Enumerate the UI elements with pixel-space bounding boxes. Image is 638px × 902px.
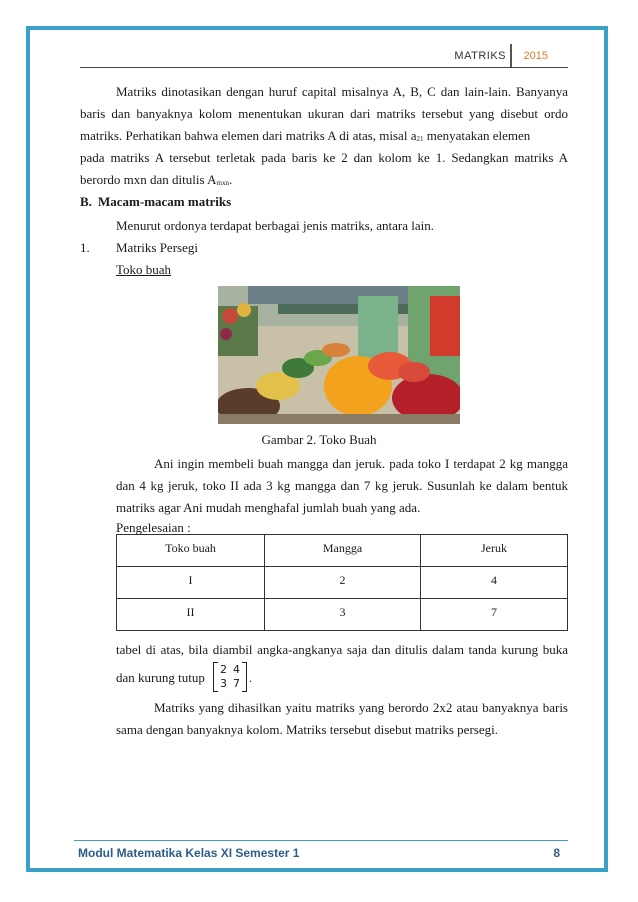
after-table-line-2-tail: . [249,670,253,685]
table-header-cell: Jeruk [421,535,568,567]
intro-line-3 [80,128,530,144]
intro-line-1: Matriks dinotasikan dengan huruf capital misalnya A, B, C dan lain-lain. Banyanya [116,84,568,99]
table-cell: 2 [265,567,421,599]
table-row [117,599,568,631]
intro-line-5-tail: . [228,172,233,187]
table-header-cell: Toko buah [117,535,265,567]
conclusion-line-1: Matriks yang dihasilkan yaitu matriks yang berordo 2x2 atau banyaknya baris [154,700,568,715]
table-cell: II [117,599,265,631]
footer-title: Modul Matematika Kelas XI Semester 1 [78,846,300,860]
section-b-label: B. [80,194,92,209]
intro-line-5-text: berordo mxn dan ditulis A [80,172,217,187]
figure-caption: Gambar 2. Toko Buah [261,432,377,447]
intro-line-3-tail: menyatakan elemen [423,128,531,143]
after-table-line-2: dan kurung tutup [116,670,205,685]
table-cell: I [117,567,265,599]
footer-rule [74,840,568,841]
header-divider [510,44,512,68]
table-row [117,567,568,599]
problem-line-2: dan 4 kg jeruk, toko II ada 3 kg mangga dan 7 kg jeruk. Susunlah ke dalam bentuk [116,478,568,493]
matrix-entry: 4 [233,663,240,676]
matrix-left-bracket [213,662,218,692]
section-b-intro: Menurut ordonya terdapat berbagai jenis matriks, antara lain. [116,218,435,233]
solution-label: Pengelesaian : [116,520,191,535]
matrix-entry: 3 [220,677,227,690]
problem-line-1: Ani ingin membeli buah mangga dan jeruk. pada toko I terdapat 2 kg mangga [154,456,568,471]
matrix-right-bracket [242,662,247,692]
intro-line-4: pada matriks A tersebut terletak pada baris ke 2 dan kolom ke 1. Sedangkan matriks A [80,150,568,165]
amxn-subscript: mxn [216,179,229,187]
table-header-cell: Mangga [265,535,421,567]
intro-line-2: baris dan banyaknya kolom menentukan ukuran dari matriks tersebut yang disebut ordo [80,106,568,121]
data-table [116,534,568,631]
matrix-entry: 2 [220,663,227,676]
item-1-title: Matriks Persegi [116,240,198,255]
item-1-number: 1. [80,240,90,255]
intro-line-3-text: matriks. Perhatikan bahwa elemen dari matriks A di atas, misal a [80,128,417,143]
a-subscript: 21 [416,135,424,143]
table-header-row [117,535,568,567]
problem-line-3: matriks agar Ani mudah menghafal jumlah buah yang ada. [116,500,421,515]
after-table-line-1: tabel di atas, bila diambil angka-angkanya saja dan ditulis dalam tanda kurung buka [116,642,568,657]
toko-buah-subtitle: Toko buah [116,262,172,277]
header-title: MATRIKS [454,50,506,62]
matrix-2x2 [213,662,247,692]
table-cell: 3 [265,599,421,631]
conclusion-line-2: sama dengan banyaknya kolom. Matriks tersebut disebut matriks persegi. [116,722,498,737]
header-rule [80,67,568,68]
section-b-title: Macam-macam matriks [98,194,232,209]
page-number: 8 [553,846,560,860]
header-year: 2015 [523,50,548,62]
matrix-entry: 7 [233,677,240,690]
fruit-stand-photo [218,286,460,424]
page-header [80,42,568,68]
table-cell: 7 [421,599,568,631]
table-cell: 4 [421,567,568,599]
intro-line-5 [80,172,232,188]
